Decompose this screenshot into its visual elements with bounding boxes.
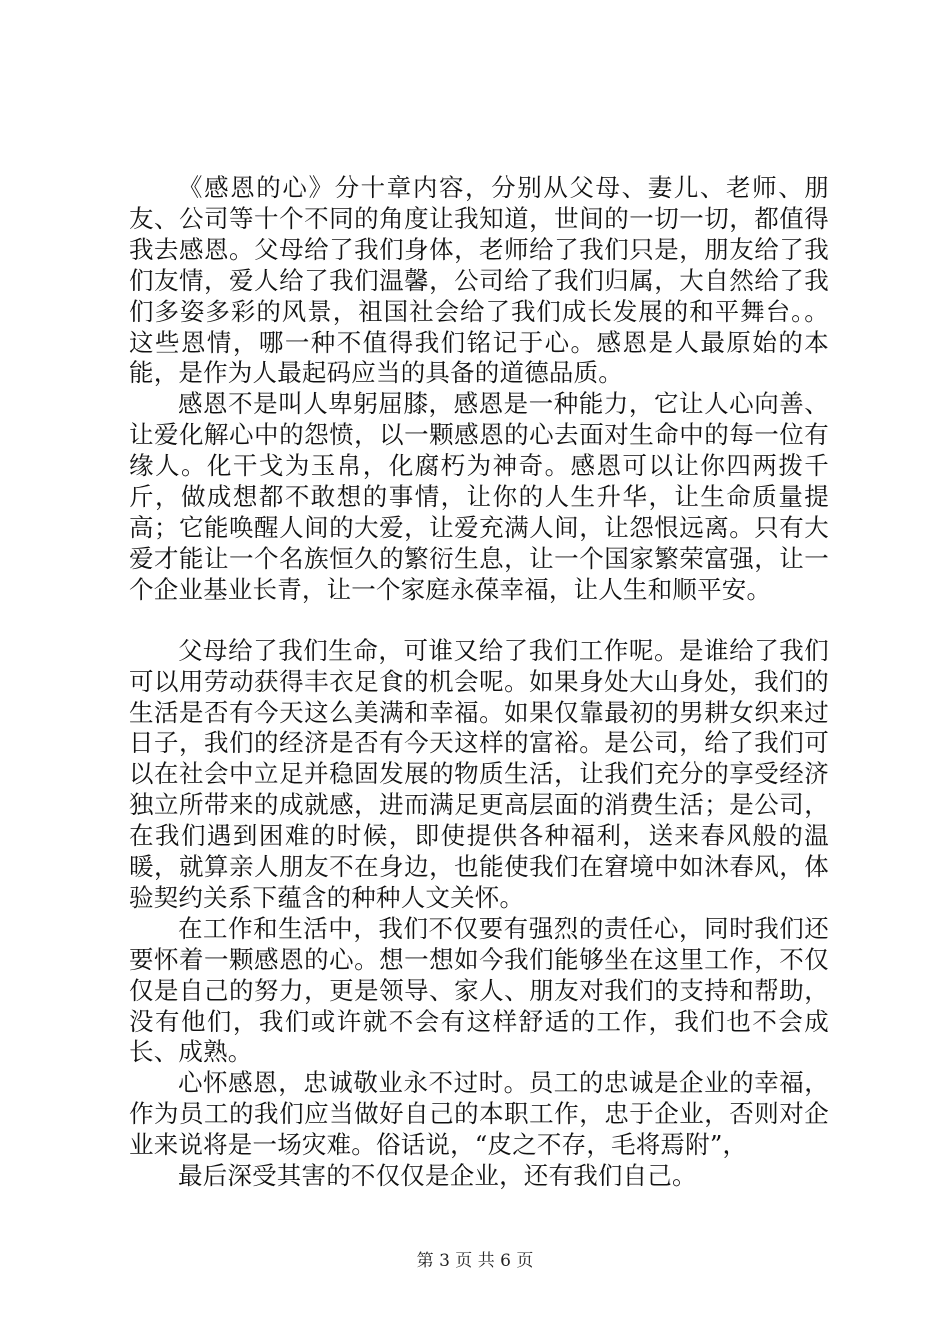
- page-footer: 第 3 页 共 6 页: [416, 1251, 534, 1271]
- paragraph-5: 心怀感恩，忠诚敬业永不过时。员工的忠诚是企业的幸福，作为员工的我们应当做好自己的本职工作，忠于企业，否则对企业来说将是一场灾难。俗话说，“皮之不存，毛将焉附”，: [129, 1068, 829, 1160]
- paragraph-2: 感恩不是叫人卑躬屈膝，感恩是一种能力，它让人心向善、让爱化解心中的怨愤，以一颗感恩的心去面对生命中的每一位有缘人。化干戈为玉帛，化腐朽为神奇。感恩可以让你四两拨千斤，做成想都不敢想的事情，让你的人生升华，让生命质量提高；它能唤醒人间的大爱，让爱充满人间，让怨恨远离。只有大爱才能让一个名族恒久的繁衍生息，让一个国家繁荣富强，让一个企业基业长青，让一个家庭永葆幸福，让人生和顺平安。: [129, 389, 829, 604]
- document-body: [129, 173, 829, 1192]
- paragraph-spacer: [129, 606, 829, 636]
- paragraph-4: 在工作和生活中，我们不仅要有强烈的责任心，同时我们还要怀着一颗感恩的心。想一想如今我们能够坐在这里工作，不仅仅是自己的努力，更是领导、家人、朋友对我们的支持和帮助，没有他们，我们或许就不会有这样舒适的工作，我们也不会成长、成熟。: [129, 913, 829, 1067]
- paragraph-1: 《感恩的心》分十章内容，分别从父母、妻儿、老师、朋友、公司等十个不同的角度让我知道，世间的一切一切，都值得我去感恩。父母给了我们身体，老师给了我们只是，朋友给了我们友情，爱人给了我们温馨，公司给了我们归属，大自然给了我们多姿多彩的风景，祖国社会给了我们成长发展的和平舞台。。这些恩情，哪一种不值得我们铭记于心。感恩是人最原始的本能，是作为人最起码应当的具备的道德品质。: [129, 173, 829, 388]
- paragraph-6: 最后深受其害的不仅仅是企业，还有我们自己。: [178, 1161, 697, 1191]
- paragraph-3: 父母给了我们生命，可谁又给了我们工作呢。是谁给了我们可以用劳动获得丰衣足食的机会呢。如果身处大山身处，我们的生活是否有今天这么美满和幸福。如果仅靠最初的男耕女织来过日子，我们的经济是否有今天这样的富裕。是公司，给了我们可以在社会中立足并稳固发展的物质生活，让我们充分的享受经济独立所带来的成就感，进而满足更高层面的消费生活；是公司，在我们遇到困难的时候，即使提供各种福利，送来春风般的温暖，就算亲人朋友不在身边，也能使我们在窘境中如沐春风，体验契约关系下蕴含的种种人文关怀。: [129, 635, 829, 912]
